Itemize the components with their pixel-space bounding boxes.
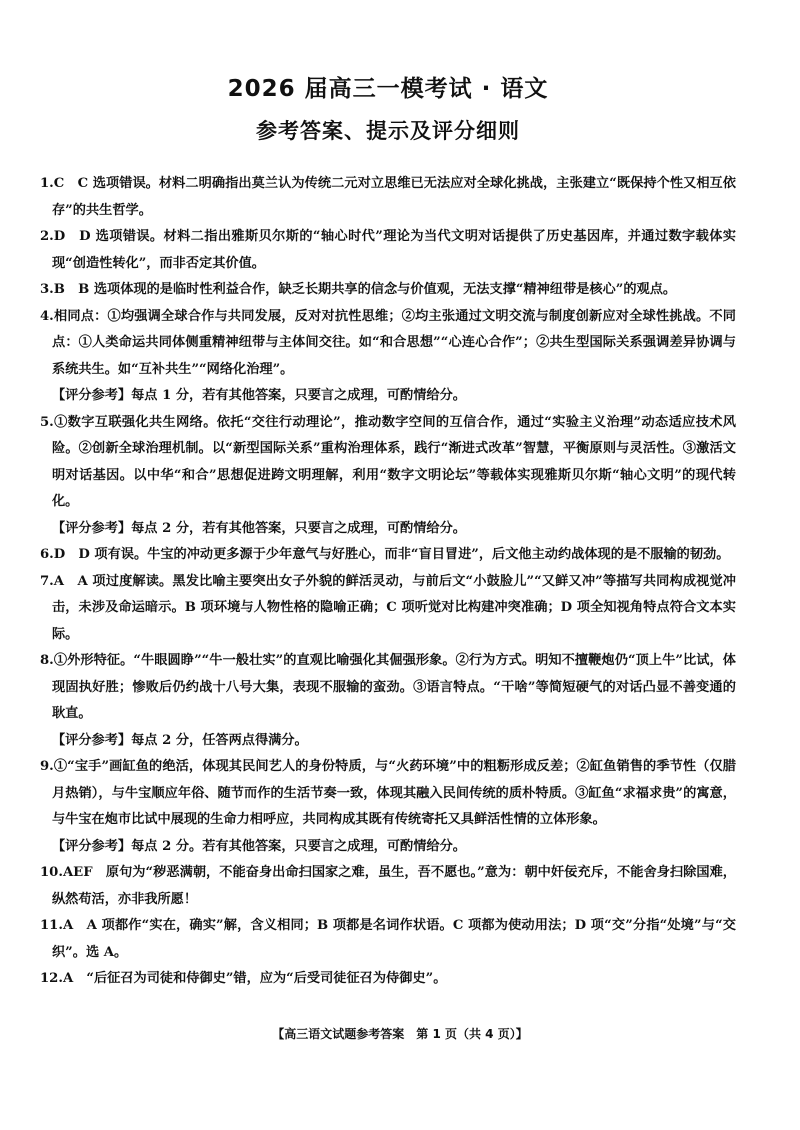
answer-item-11: 11.A A 项都作“实在，确实”解，含义相同；B 项都是名词作状语。C 项都为使动用法；D 项“交”分指“处境”与“交织”。选 A。 (40, 918, 736, 960)
answer-item-8: 8.①外形特征。“牛眼圆睁”“牛一般壮实”的直观比喻强化其倔强形象。②行为方式。明知不擅鞭炮仍“顶上牛”比试，体现固执好胜；惨败后仍约战十八号大集，表现不服输的蛮劲。③语言特点。“干啥”等简短硬气的对话凸显不善变通的耿直。 (40, 653, 736, 721)
scoring-note-9: 【评分参考】每点 2 分。若有其他答案，只要言之成理，可酌情给分。 (52, 838, 466, 854)
answer-item-9: 9.①“宝手”画缸鱼的绝活，体现其民间艺人的身份特质，与“火药环境”中的粗粝形成反差；②缸鱼销售的季节性（仅腊月热销），与牛宝顺应年俗、随节而作的生活节奏一致，体现其融入民间传统的质朴特质。③缸鱼“求福求贵”的寓意，与牛宝在炮市比试中展现的生命力相呼应，共同构成其既有传统寄托又具鲜活性情的立体形象。 (40, 759, 736, 827)
answer-item-5: 5.①数字互联强化共生网络。依托“交往行动理论”，推动数字空间的互信合作，通过“实验主义治理”动态适应技术风险。②创新全球治理机制。以“新型国际关系”重构治理体系，践行“渐进式改革”智慧，平衡原则与灵活性。③激活文明对话基因。以中华“和合”思想促进跨文明理解，利用“数字文明论坛”等载体实现雅斯贝尔斯“轴心文明”的现代转化。 (40, 414, 736, 509)
scoring-note-5: 【评分参考】每点 2 分，若有其他答案，只要言之成理，可酌情给分。 (52, 520, 466, 536)
page-footer: 【高三语文试题参考答案 第 1 页（共 4 页）】 (272, 1027, 528, 1041)
answer-item-3: 3.B B 选项体现的是临时性利益合作，缺乏长期共享的信念与价值观，无法支撑“精神纽带是核心”的观点。 (40, 282, 677, 297)
answer-item-10: 10.AEF 原句为“秽恶满朝，不能奋身出命扫国家之难，虽生，吾不愿也。”意为：朝中奸佞充斥，不能舍身扫除国难，纵然苟活，亦非我所愿！ (40, 865, 736, 907)
scoring-note-8: 【评分参考】每点 2 分，任答两点得满分。 (52, 732, 308, 748)
answer-item-4: 4.相同点：①均强调全球合作与共同发展，反对对抗性思维；②均主张通过文明交流与制度创新应对全球性挑战。不同点：①人类命运共同体侧重精神纽带与主体间交往。如“和合思想”“心连心合作”；②共生型国际关系强调差异协调与系统共生。如“互补共生”“网络化治理”。 (40, 308, 736, 377)
scoring-note-4: 【评分参考】每点 1 分，若有其他答案，只要言之成理，可酌情给分。 (52, 388, 466, 403)
answer-item-1: 1.C C 选项错误。材料二明确指出莫兰认为传统二元对立思维已无法应对全球化挑战，主张建立“既保持个性又相互依存”的共生哲学。 (40, 176, 736, 218)
answer-item-7: 7.A A 项过度解读。黑发比喻主要突出女子外貌的鲜活灵动，与前后文“小鼓脸儿”“又鲜又冲”等描写共同构成视觉冲击，未涉及命运暗示。B 项环境与人物性格的隐喻正确；C 项听觉对比构建冲突准确；D 项全知视角特点符合文本实际。 (40, 573, 736, 642)
page-subtitle: 参考答案、提示及评分细则 (256, 119, 520, 143)
page-title: 2026 届高三一模考试 · 语文 (227, 76, 549, 102)
answer-item-12: 12.A “后征召为司徒和侍御史”错，应为“后受司徒征召为侍御史”。 (40, 971, 447, 986)
answer-item-6: 6.D D 项有误。牛宝的冲动更多源于少年意气与好胜心，而非“盲目冒进”，后文他主动约战体现的是不服输的韧劲。 (40, 547, 730, 562)
answer-item-2: 2.D D 选项错误。材料二指出雅斯贝尔斯的“轴心时代”理论为当代文明对话提供了历史基因库，并通过数字载体实现“创造性转化”，而非否定其价值。 (40, 229, 736, 271)
